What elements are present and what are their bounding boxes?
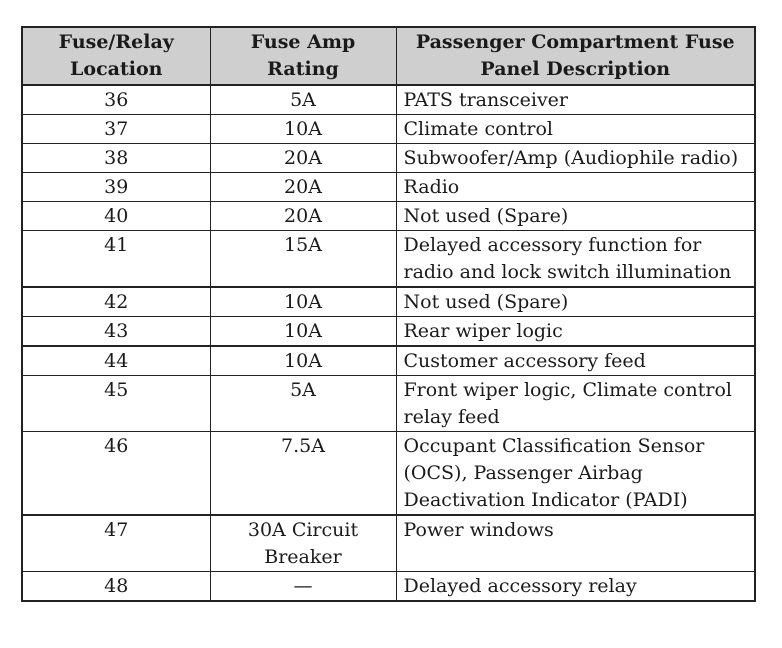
cell-location: 39 xyxy=(22,173,210,202)
table-row xyxy=(22,432,755,516)
cell-rating: 5A xyxy=(210,376,396,432)
cell-description: Climate control xyxy=(396,115,755,144)
cell-location: 44 xyxy=(22,346,210,376)
cell-rating: — xyxy=(210,572,396,602)
cell-location: 48 xyxy=(22,572,210,602)
cell-description: Occupant Classification Sensor (OCS), Passenger Airbag Deactivation Indicator (PADI) xyxy=(396,432,755,516)
cell-description: Not used (Spare) xyxy=(396,287,755,317)
cell-description: Delayed accessory relay xyxy=(396,572,755,602)
cell-location: 43 xyxy=(22,317,210,347)
cell-rating: 20A xyxy=(210,144,396,173)
cell-description: Customer accessory feed xyxy=(396,346,755,376)
cell-rating: 5A xyxy=(210,85,396,115)
header-description: Passenger Compartment Fuse Panel Description xyxy=(396,27,755,85)
cell-description: Subwoofer/Amp (Audiophile radio) xyxy=(396,144,755,173)
cell-description: PATS transceiver xyxy=(396,85,755,115)
cell-location: 47 xyxy=(22,515,210,572)
table-row xyxy=(22,85,755,115)
header-location: Fuse/Relay Location xyxy=(22,27,210,85)
cell-description: Not used (Spare) xyxy=(396,202,755,231)
cell-rating: 10A xyxy=(210,317,396,347)
fuse-table xyxy=(21,26,756,602)
cell-rating: 7.5A xyxy=(210,432,396,516)
header-row xyxy=(22,27,755,85)
table-row xyxy=(22,346,755,376)
cell-rating: 10A xyxy=(210,287,396,317)
cell-rating: 10A xyxy=(210,346,396,376)
cell-rating: 20A xyxy=(210,202,396,231)
table-body xyxy=(22,85,755,601)
table-header xyxy=(22,27,755,85)
table-row xyxy=(22,572,755,602)
cell-location: 46 xyxy=(22,432,210,516)
table-row xyxy=(22,115,755,144)
cell-location: 37 xyxy=(22,115,210,144)
cell-location: 42 xyxy=(22,287,210,317)
cell-location: 36 xyxy=(22,85,210,115)
table-row xyxy=(22,515,755,572)
cell-location: 40 xyxy=(22,202,210,231)
cell-rating: 10A xyxy=(210,115,396,144)
table-row xyxy=(22,144,755,173)
table-row xyxy=(22,376,755,432)
table-row xyxy=(22,231,755,288)
cell-location: 45 xyxy=(22,376,210,432)
cell-description: Power windows xyxy=(396,515,755,572)
cell-description: Delayed accessory function for radio and lock switch illumination xyxy=(396,231,755,288)
cell-description: Front wiper logic, Climate control relay feed xyxy=(396,376,755,432)
cell-location: 38 xyxy=(22,144,210,173)
table-row xyxy=(22,202,755,231)
cell-location: 41 xyxy=(22,231,210,288)
table-row xyxy=(22,317,755,347)
cell-rating: 30A Circuit Breaker xyxy=(210,515,396,572)
table-row xyxy=(22,173,755,202)
table-row xyxy=(22,287,755,317)
cell-description: Rear wiper logic xyxy=(396,317,755,347)
cell-rating: 20A xyxy=(210,173,396,202)
cell-rating: 15A xyxy=(210,231,396,288)
header-amp-rating: Fuse Amp Rating xyxy=(210,27,396,85)
cell-description: Radio xyxy=(396,173,755,202)
